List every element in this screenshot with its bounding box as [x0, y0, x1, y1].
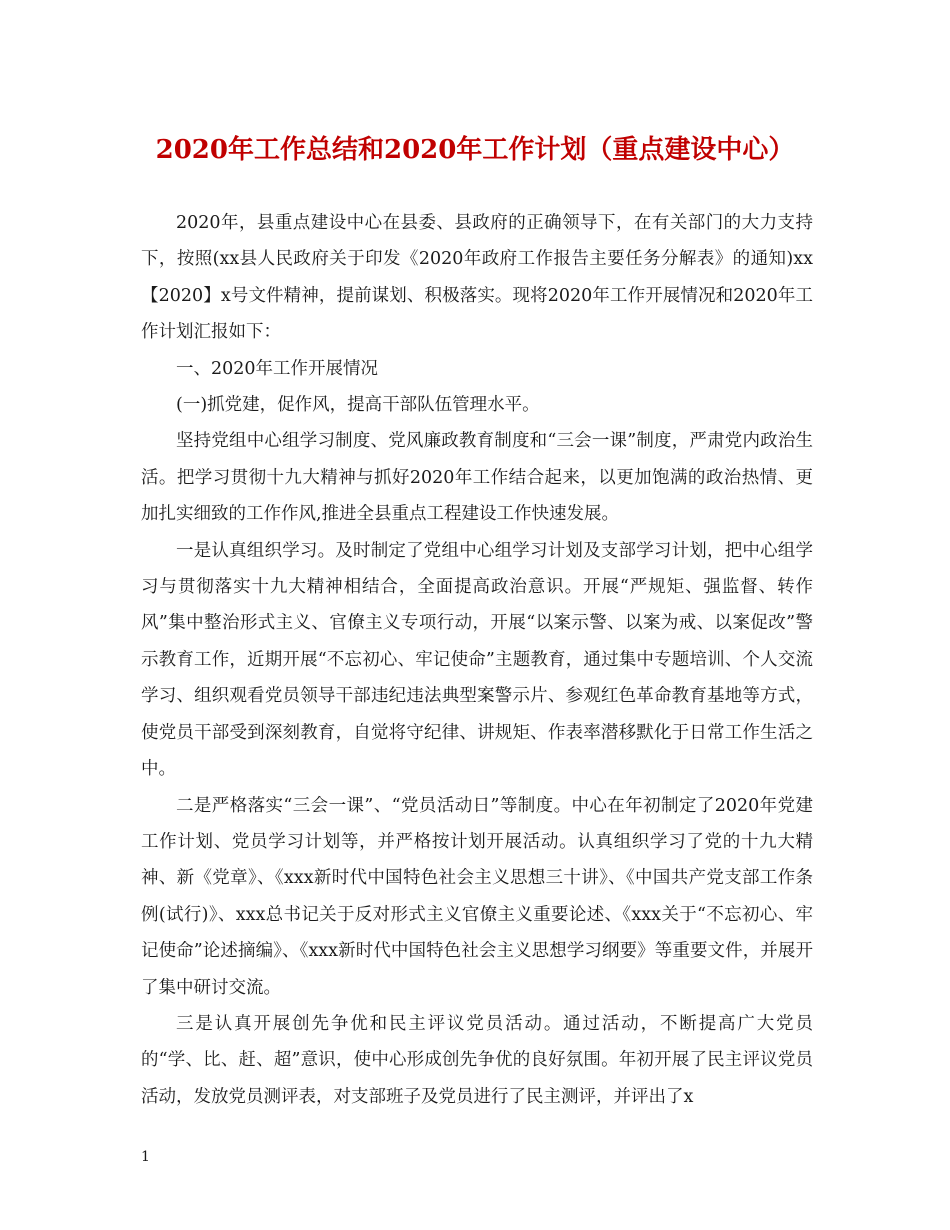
- page-number: 1: [141, 1149, 150, 1165]
- paragraph-study: 一是认真组织学习。及时制定了党组中心组学习计划及支部学习计划，把中心组学习与贯彻落实十九大精神相结合，全面提高政治意识。开展“严规矩、强监督、转作风”集中整治形式主义、官僚主义专项行动，开展“以案示警、以案为戒、以案促改”警示教育工作，近期开展“不忘初心、牢记使命”主题教育，通过集中专题培训、个人交流学习、组织观看党员领导干部违纪违法典型案警示片、参观红色革命教育基地等方式，使党员干部受到深刻教育，自觉将守纪律、讲规矩、作表率潜移默化于日常工作生活之中。: [141, 540, 813, 780]
- paragraph-intro: 2020年，县重点建设中心在县委、县政府的正确领导下，在有关部门的大力支持下，按照(xx县人民政府关于印发《2020年政府工作报告主要任务分解表》的通知)xx【2020】x号文件精神，提前谋划、积极落实。现将2020年工作开展情况和2020年工作计划汇报如下：: [141, 213, 813, 343]
- paragraph-systems: 二是严格落实“三会一课”、“党员活动日”等制度。中心在年初制定了2020年党建工作计划、党员学习计划等，并严格按计划开展活动。认真组织学习了党的十九大精神、新《党章》、《xxx新时代中国特色社会主义思想三十讲》、《中国共产党支部工作条例(试行)》、xxx总书记关于反对形式主义官僚主义重要论述、《xxx关于“不忘初心、牢记使命”论述摘编》、《xxx新时代中国特色社会主义思想学习纲要》等重要文件，并展开了集中研讨交流。: [141, 795, 813, 998]
- section-heading: 一、2020年工作开展情况: [176, 358, 379, 379]
- paragraph-evaluation: 三是认真开展创先争优和民主评议党员活动。通过活动，不断提高广大党员的“学、比、赶、超”意识，使中心形成创先争优的良好氛围。年初开展了民主评议党员活动，发放党员测评表，对支部班子及党员进行了民主测评，并评出了x: [141, 1013, 813, 1107]
- document-title: 2020年工作总结和2020年工作计划（重点建设中心）: [155, 135, 795, 165]
- document-body: [141, 205, 813, 1115]
- subsection-heading: (一)抓党建，促作风，提高干部队伍管理水平。: [176, 395, 540, 416]
- paragraph-party-building: 坚持党组中心组学习制度、党风廉政教育制度和“三会一课”制度，严肃党内政治生活。把学习贯彻十九大精神与抓好2020年工作结合起来，以更加饱满的政治热情、更加扎实细致的工作作风,推进全县重点工程建设工作快速发展。: [141, 431, 813, 525]
